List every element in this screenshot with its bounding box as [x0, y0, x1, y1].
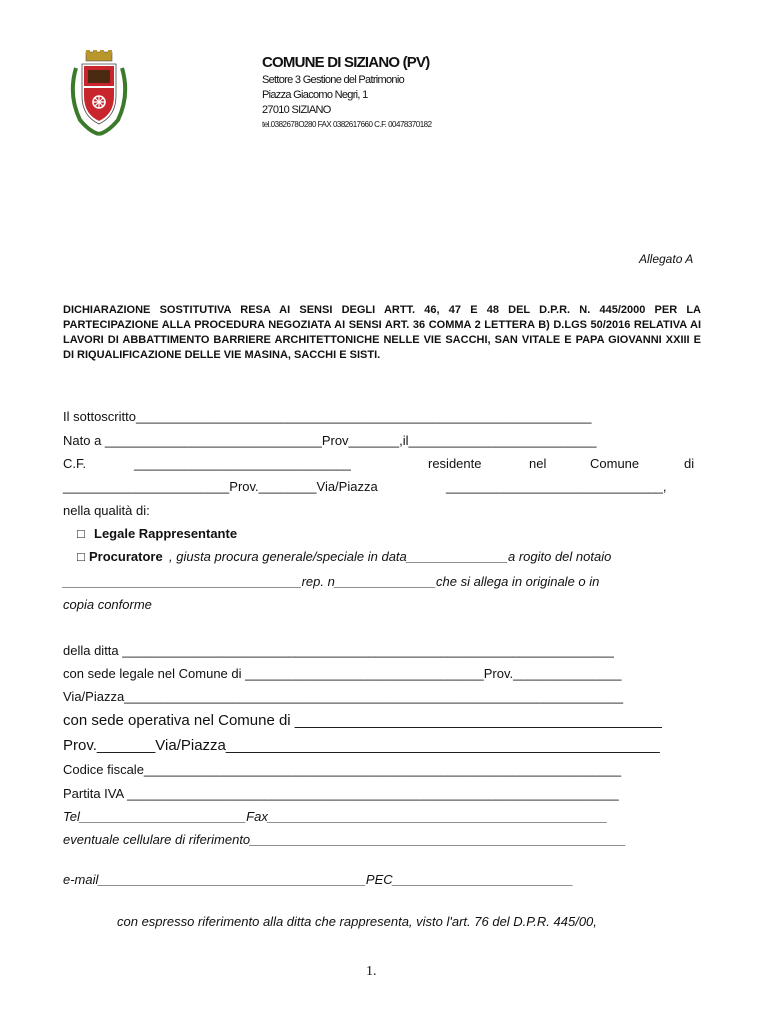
company-name-line[interactable]: della ditta ____________________________________________________________________: [63, 643, 614, 658]
operational-street-line[interactable]: Prov._______Via/Piazza____________________________________________________: [63, 737, 660, 754]
residente-label: residente: [428, 456, 482, 471]
legal-representative-label: Legale Rappresentante: [94, 526, 238, 541]
cf-field[interactable]: ______________________________: [134, 456, 351, 471]
declaration-title: DICHIARAZIONE SOSTITUTIVA RESA AI SENSI DEGLI ARTT. 46, 47 E 48 DEL D.P.R. N. 445/2000 PER LA PARTECIPAZIONE ALLA PROCEDURA NEGOZIATA AI SENSI ART. 36 COMMA 2 LETTERA B) D.LGS 50/2016 RELATIVA AI LAVORI DI ABBATTIMENTO BARRIERE ARCHITETTONICHE NELLE VIE SACCHI, SAN VITALE E PAPA GIOVANNI XXIII E DI RIQUALIFICAZIONE DELLE VIE MASINA, SACCHI E SISTI.: [63, 304, 701, 361]
header-address: Piazza Giacomo Negri, 1: [262, 89, 368, 101]
birthplace-line[interactable]: Nato a ______________________________Prov_______,il__________________________: [63, 433, 597, 448]
subscriber-name-line[interactable]: Il sottoscritto_______________________________________________________________: [63, 409, 592, 424]
cf-label: C.F.: [63, 456, 87, 471]
residence-prov-line[interactable]: _______________________Prov.________Via/Piazza: [63, 479, 378, 494]
page-number: 1.: [366, 964, 377, 979]
di-label: di: [684, 456, 695, 471]
phone-fax-line[interactable]: Tel_______________________Fax_______________________________________________: [63, 809, 608, 824]
attorney-checkbox[interactable]: □: [77, 549, 85, 564]
residence-street-field[interactable]: ______________________________,: [446, 479, 667, 494]
mobile-phone-line[interactable]: eventuale cellulare di riferimento____________________________________________________: [63, 832, 627, 847]
nel-label: nel: [529, 456, 547, 471]
header-city: 27010 SIZIANO: [262, 104, 331, 116]
header-contacts: tel.0382678O280 FAX 0382617660 C.F. 00478370182: [262, 120, 432, 129]
vat-number-line[interactable]: Partita IVA ____________________________________________________________________: [63, 786, 619, 801]
quality-label: nella qualità di:: [63, 503, 150, 518]
tax-code-line[interactable]: Codice fiscale__________________________________________________________________: [63, 762, 622, 777]
attorney-label: Procuratore: [89, 549, 163, 564]
certified-copy-label: copia conforme: [63, 597, 152, 612]
email-pec-line[interactable]: e-mail_____________________________________PEC_________________________: [63, 872, 574, 887]
municipal-crest-logo: [66, 50, 132, 136]
attachment-label: Allegato A: [639, 252, 694, 266]
comune-label: Comune: [590, 456, 640, 471]
operational-office-line[interactable]: con sede operativa nel Comune di ____________________________________________: [63, 712, 662, 729]
registered-street-line[interactable]: Via/Piazza_____________________________________________________________________: [63, 689, 624, 704]
repertory-line[interactable]: _________________________________rep. n______________che si allega in originale o in: [63, 574, 600, 589]
municipality-title: COMUNE DI SIZIANO (PV): [262, 54, 430, 71]
reference-statement: con espresso riferimento alla ditta che rappresenta, visto l'art. 76 del D.P.R. 445/00,: [117, 914, 597, 929]
registered-office-line[interactable]: con sede legale nel Comune di _________________________________Prov._______________: [63, 666, 622, 681]
attorney-details-line[interactable]: , giusta procura generale/speciale in data______________a rogito del notaio: [169, 549, 612, 564]
header-department: Settore 3 Gestione del Patrimonio: [262, 74, 404, 86]
legal-representative-checkbox[interactable]: □: [77, 526, 85, 541]
